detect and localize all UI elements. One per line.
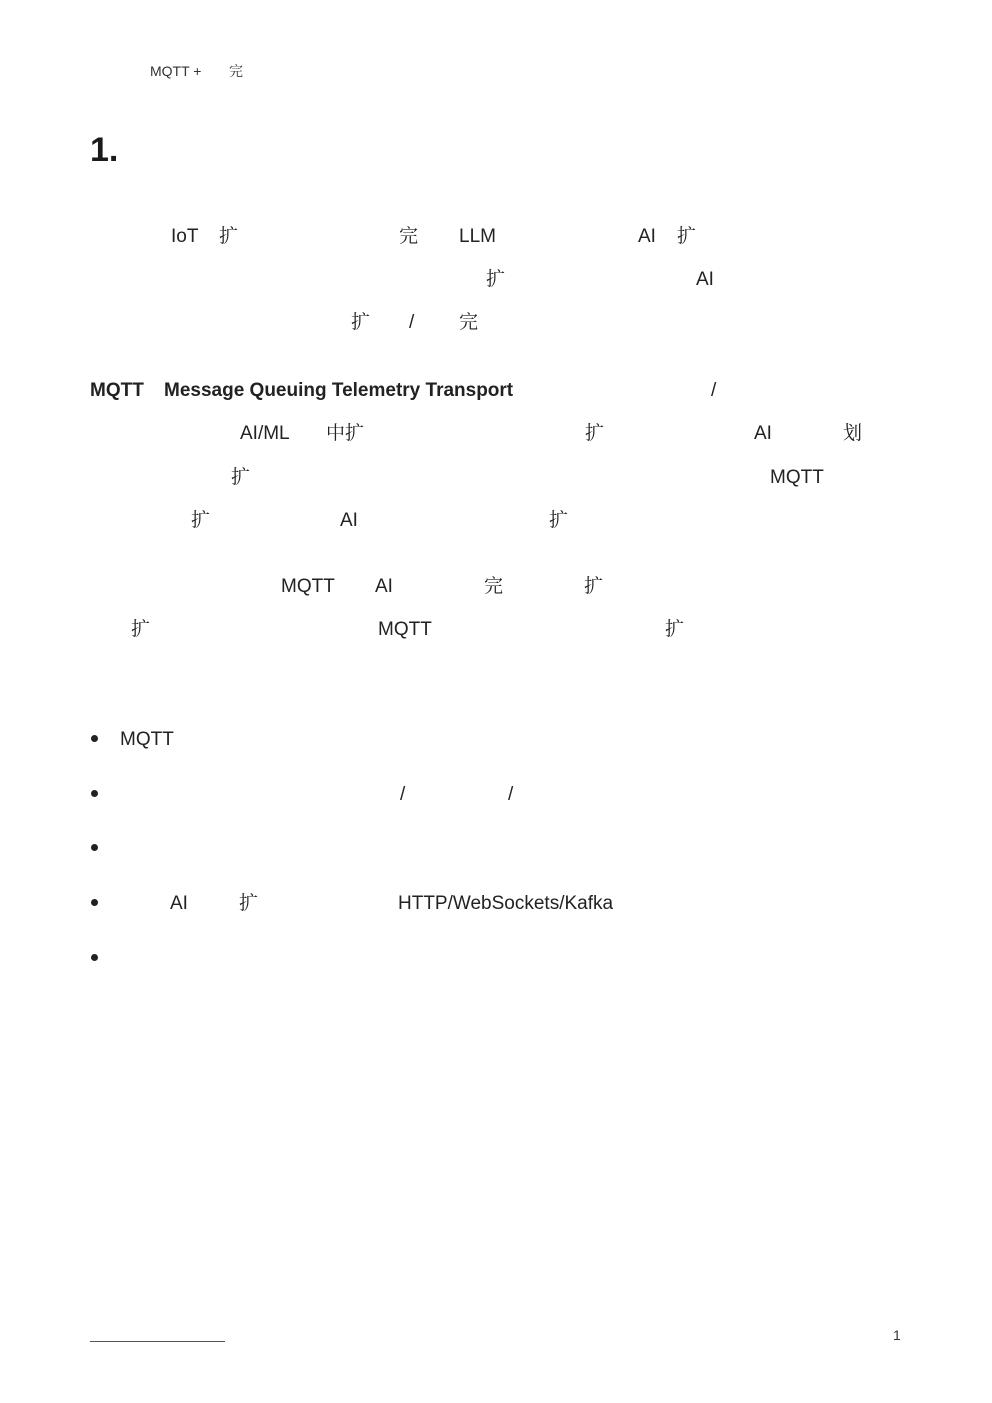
p2-l3-t2: MQTT [770,467,824,488]
bullet-dot [91,899,98,906]
p1-l1-t5: AI [638,226,656,247]
bullet-2-t2: / [508,784,514,805]
p2-l2-t5: 划 [843,423,863,444]
p1-l1-t2: 扩 [219,226,239,247]
p2-l2-t2: 中扩 [326,423,365,444]
p1-l1-t1: IoT [171,226,199,247]
p3-l2-t1: 扩 [131,619,151,640]
bullet-2-t1: / [400,784,406,805]
bullet-4-t1: AI [170,893,188,914]
p2-l2-t1: AI/ML [240,423,290,444]
bullet-dot [91,954,98,961]
running-header-left: MQTT + [150,63,202,79]
p2-l1-t1: MQTT [90,380,144,401]
p1-l2-t1: 扩 [486,269,506,290]
bullet-4-t2: 扩 [239,893,259,914]
p3-l2-t2: MQTT [378,619,432,640]
section-heading: 1. [90,131,119,169]
p2-l4-t1: 扩 [191,510,211,531]
page-number: 1 [893,1327,901,1343]
p2-l1-t2: Message Queuing Telemetry Transport [164,380,514,401]
p2-l3-t1: 扩 [231,467,251,488]
p1-l1-t6: 扩 [677,226,697,247]
p2-l4-t2: AI [340,510,358,531]
p2-l4-t3: 扩 [549,510,569,531]
p1-l1-t3: 完 [399,226,419,247]
bullet-dot [91,790,98,797]
p2-l2-t3: 扩 [585,423,605,444]
p2-l2-t4: AI [754,423,772,444]
p1-l2-t2: AI [696,269,714,290]
p1-l1-t4: LLM [459,226,496,247]
p3-l2-t3: 扩 [665,619,685,640]
p3-l1-t3: 完 [484,576,504,597]
p3-l1-t1: MQTT [281,576,335,597]
running-header-right: 完 [229,63,243,79]
bullet-dot [91,844,98,851]
p1-l3-t1: 扩 [351,312,371,333]
p3-l1-t2: AI [375,576,393,597]
p3-l1-t4: 扩 [584,576,604,597]
footnote-rule [90,1341,225,1342]
p1-l3-t3: 完 [459,312,479,333]
bullet-4-t3: HTTP/WebSockets/Kafka [398,893,614,914]
bullet-dot [91,735,98,742]
p1-l3-t2: / [409,312,415,333]
bullet-1-t1: MQTT [120,729,174,750]
p2-l1-t3: / [711,380,717,401]
